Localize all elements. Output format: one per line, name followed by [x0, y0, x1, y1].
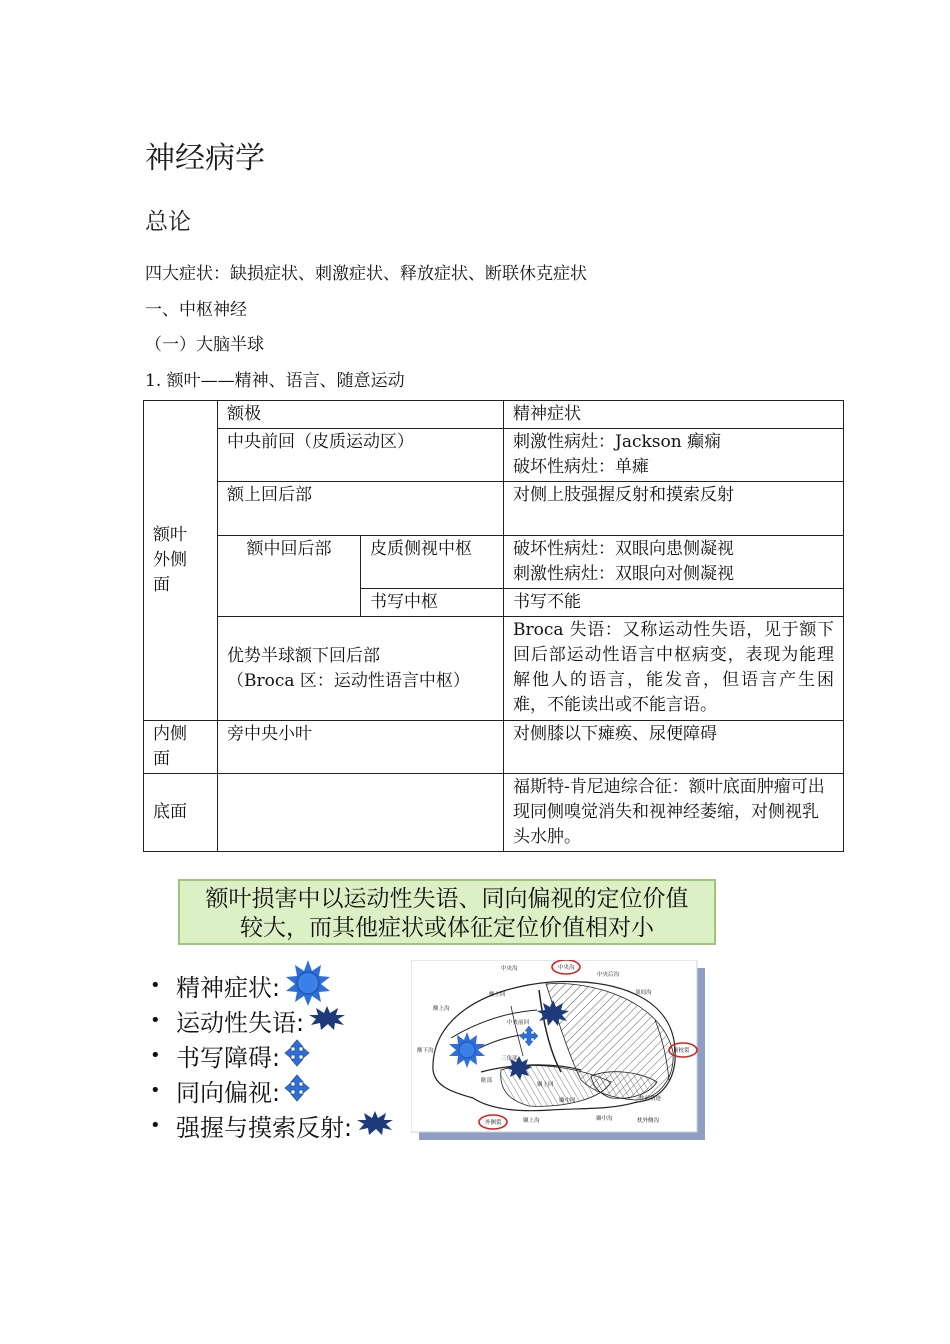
label-lunate: 顶枕裂: [673, 1048, 690, 1054]
frontal-pole-symptom: 精神症状: [504, 401, 844, 429]
list-item: • 书写障碍:: [150, 1038, 394, 1073]
broca-area-cell: 优势半球额下回后部 （Broca 区：运动性语言中枢）: [218, 617, 504, 721]
label-sup-temporal-gyrus: 颞上回: [537, 1082, 554, 1088]
writing-symptom: 书写不能: [504, 589, 844, 617]
writing-center-cell: 书写中枢: [361, 589, 504, 617]
central-nerve-heading: 一、中枢神经: [145, 300, 247, 320]
localization-callout: 额叶损害中以运动性失语、同向偏视的定位价值 较大，而其他症状或体征定位价值相对小: [178, 879, 716, 945]
label-mid-temporal-gyrus: 颞中回: [559, 1098, 576, 1104]
basal-surface-cell: 底面: [144, 774, 218, 852]
four-arrow-icon: [284, 1039, 310, 1073]
label-triangular: 三角部: [501, 1056, 518, 1062]
superior-frontal-symptom: 对侧上肢强握反射和摸索反射: [504, 482, 844, 536]
list-item: • 同向偏视:: [150, 1073, 394, 1108]
label-postcentral: 中央后沟: [597, 972, 620, 978]
doc-title: 神经病学: [145, 141, 265, 176]
frontal-lobe-heading: 1. 额叶——精神、语言、随意运动: [145, 371, 405, 391]
symptom-icon-list: [150, 968, 394, 1143]
lateral-surface-cell: 额叶外侧面: [144, 401, 218, 721]
list-item: • 强握与摸索反射:: [150, 1108, 394, 1143]
gaze-symptom: 破坏性病灶：双眼向患侧凝视 刺激性病灶：双眼向对侧凝视: [504, 536, 844, 589]
label-frontal-gyrus: 额上回: [489, 992, 506, 998]
label-lateral: 外侧裂: [485, 1120, 502, 1126]
four-arrow-icon: [284, 1074, 310, 1108]
superior-frontal-cell: 额上回后部: [218, 482, 504, 536]
frontal-lobe-table: [143, 400, 844, 852]
label-orbital: 眶部: [481, 1078, 493, 1084]
precentral-symptom: 刺激性病灶：Jackson 癫痫 破坏性病灶：单瘫: [504, 429, 844, 482]
basal-empty-cell: [218, 774, 504, 852]
medial-surface-cell: 内侧面: [144, 721, 218, 774]
label-parieto: 顶间沟: [635, 990, 652, 996]
precentral-cell: 中央前回（皮质运动区）: [218, 429, 504, 482]
label-occipital-notch: 枕外侧沟: [637, 1118, 660, 1124]
label-precentral-gyrus: 中央前回: [507, 1020, 530, 1026]
label-superior-frontal: 额上沟: [433, 1006, 450, 1012]
label-central-sulcus-circled: 中央沟: [558, 965, 575, 971]
broca-symptom: Broca 失语：又称运动性失语，见于额下回后部运动性语言中枢病变，表现为能理解他人的语言，能发音，但语言产生困难，不能读出或不能言语。: [504, 617, 844, 721]
four-symptoms-line: 四大症状：缺损症状、刺激症状、释放症状、断联休克症状: [145, 264, 587, 284]
list-item: • 运动性失语:: [150, 1003, 394, 1038]
list-item: • 精神症状:: [150, 968, 394, 1003]
label-preoccipital: 枕前切迹: [639, 1096, 662, 1102]
label-central-sulcus: 中央沟: [501, 966, 518, 972]
burst-icon: [356, 1110, 394, 1142]
gaze-center-cell: 皮质侧视中枢: [361, 536, 504, 589]
section-title: 总论: [145, 209, 191, 235]
paracentral-symptom: 对侧膝以下瘫痪、尿便障碍: [504, 721, 844, 774]
brain-lateral-diagram: [411, 960, 705, 1140]
burst-icon: [308, 1005, 346, 1037]
cerebrum-heading: （一）大脑半球: [145, 335, 264, 355]
label-inferior-frontal: 额下沟: [417, 1048, 434, 1054]
foster-kennedy-symptom: 福斯特-肯尼迪综合征：额叶底面肿瘤可出现同侧嗅觉消失和视神经萎缩，对侧视乳头水肿。: [504, 774, 844, 852]
frontal-pole-cell: 额极: [218, 401, 504, 429]
middle-frontal-cell: 额中回后部: [218, 536, 361, 617]
paracentral-cell: 旁中央小叶: [218, 721, 504, 774]
label-superior-temporal: 颞上沟: [523, 1118, 540, 1124]
label-inferior-temporal: 颞中沟: [596, 1116, 613, 1122]
